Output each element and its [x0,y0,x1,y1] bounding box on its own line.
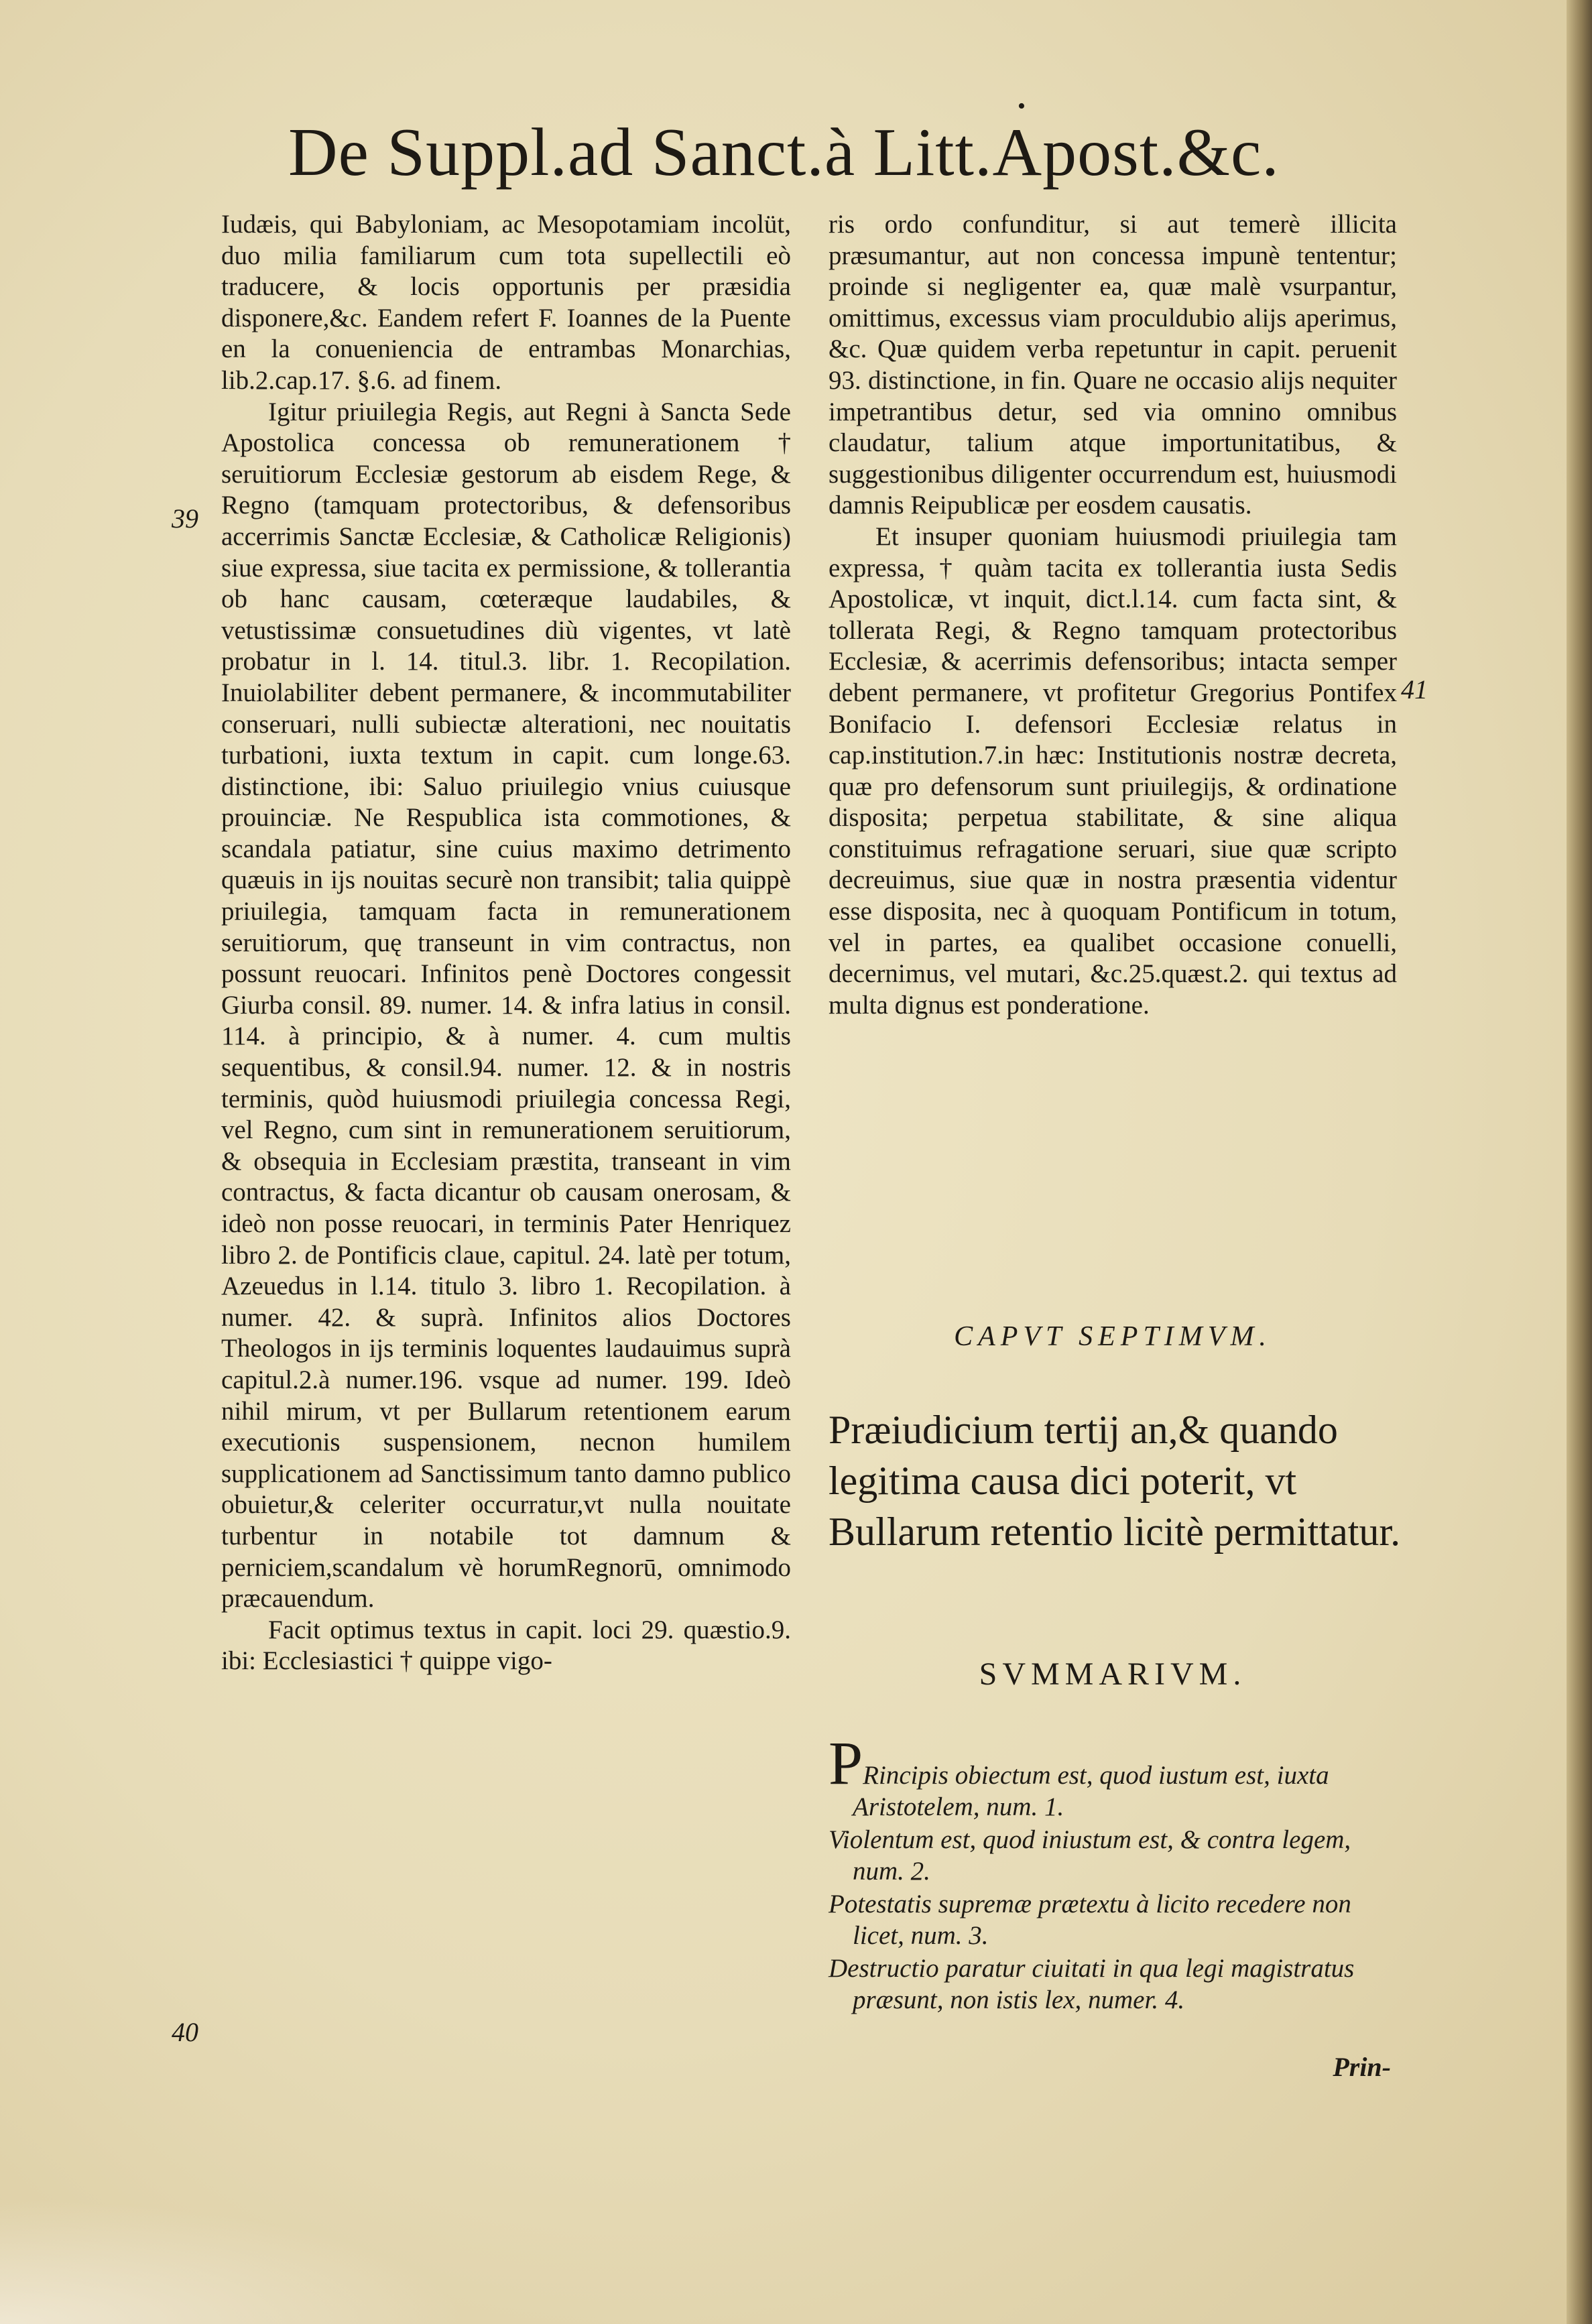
left-column [221,209,791,1677]
page-stain [0,2199,469,2324]
catchword: Prin- [1333,2052,1391,2082]
summary-entry: PRincipis obiectum est, quod iustum est, iuxta Aristotelem, num. 1. [829,1729,1329,1821]
running-title: De Suppl.ad Sanct.à Litt.Apost.&c. [288,115,1280,190]
left-paragraph-2: Igitur priuilegia Regis, aut Regni à Sancta Sede Apostolica concessa ob remunerationem † seruitiorum Ecclesiæ gestorum ab eisdem Rege, & Regno (tamquam protectoribus, & defensoribus accerrimis Sanctæ Ecclesiæ, & Catholicæ Religionis) siue expressa, siue tacita ex permissione, & tollerantia ob hanc causam, cœteræque laudabiles, & vetustissimæ consuetudines diù vigentes, vt latè probatur in l. 14. titul.3. libr. 1. Recopilation. Inuiolabiliter debent permanere, & incommutabiliter conseruari, nulli subiectæ alterationi, nec nouitatis turbationi, iuxta textum in capit. cum longe.63. distinctione, ibi: Saluo priuilegio vnius cuiusque prouinciæ. Ne Respublica ista commotiones, & scandala patiatur, sine cuius maximo detrimento quæuis in ijs nouitas securè non transibit; talia quippè priuilegia, tamquam facta in remunerationem seruitiorum, quę transeunt in vim contractus, non possunt reuocari. Infinitos penè Doctores congessit Giurba consil. 89. numer. 14. & infra latius in consil. 114. à principio, & à numer. 4. cum multis sequentibus, & consil.94. numer. 12. & in nostris terminis, quòd huiusmodi priuilegia concessa Regi, vel Regno, cum sint in remunerationem seruitiorum, & obsequia in Ecclesiam præstita, transeant in vim contractus, & facta dicantur ob causam onerosam, & ideò non posse reuocari, in terminis Pater Henriquez libro 2. de Pontificis claue, capitul. 24. latè per totum, Azeuedus in l.14. titulo 3. libro 1. Recopilation. à numer. 42. & suprà. Infinitos alios Doctores Theologos in ijs terminis loquentes laudauimus suprà capitul.2.à numer.196. vsque ad numer. 199. Ideò nihil mirum, vt per Bullarum retentionem earum executionis suspensionem, necnon humilem supplicationem ad Sanctissimum tanto damno publico obuietur,& celeriter occurratur,vt nulla nouitate turbentur in notabile tot damnum & perniciem,scandalum vè horumRegnorū, omnimodo præcauendum. [221,397,791,1613]
summary-title: SVMMARIVM. [979,1656,1247,1692]
summary-list [829,1729,1397,2017]
right-paragraph-2: Et insuper quoniam huiusmodi priuilegia tam expressa, † quàm tacita ex tollerantia iusta Sedis Apostolicæ, vt inquit, dict.l.14. cum facta sint, & tollerata Regi, & Regno tamquam protectoribus Ecclesiæ, & acerrimis defensoribus; intacta semper debent permanere, vt profitetur Gregorius Pontifex Bonifacio I. defensori Ecclesiæ relatus in cap.institution.7.in hæc: Institutionis nostræ decreta, quæ pro defensorum sunt priuilegijs, & ordinatione disposita; perpetua stabilitate, & sine aliqua constituimus refragatione seruari, siue quæ scripto decreuimus, siue quæ in nostra præsentia videntur esse disposita, nec à quoquam Pontificum in totum, vel in partes, ea qualibet occasione conuelli, decernimus, vel mutari, &c.25.quæst.2. qui textus ad multa dignus est ponderatione. [829,522,1397,1020]
right-paragraph-1: ris ordo confunditur, si aut temerè illicita præsumantur, aut non concessa impunè tententur; proinde si negligenter ea, quæ malè vsurpantur, omittimus, excessus viam proculdubio alijs aperimus, &c. Quæ quidem verba repetuntur in capit. peruenit 93. distinctione, in fin. Quare ne occasio alijs nequiter impetrantibus detur, sed via omnino omnibus claudatur, talium atque importunitatibus, & suggestionibus diligenter occurrendum est, huiusmodi damnis Reipublicæ per eosdem causatis. [829,210,1397,520]
left-paragraph-1: Iudæis, qui Babyloniam, ac Mesopotamiam incolüt, duo milia familiarum cum tota supellectili eò traducere, & locis opportunis per præsidia disponere,&c. Eandem refert F. Ioannes de la Puente en la conueniencia de entrambas Monarchias, lib.2.cap.17. §.6. ad finem. [221,210,791,395]
summary-entry: Destructio paratur ciuitati in qua legi magistratus præsunt, non istis lex, numer. 4. [829,1954,1355,2014]
chapter-label: CAPVT SEPTIMVM. [954,1321,1272,1352]
summary-entry: Violentum est, quod iniustum est, & contra legem, num. 2. [829,1825,1351,1886]
page-edge-shadow [1567,0,1592,2324]
chapter-heading: Præiudicium tertij an,& quando legitima causa dici poterit, vt Bullarum retentio licitè permittatur. [829,1408,1401,1554]
margin-number-39: 39 [172,503,198,534]
right-column [829,209,1397,1021]
margin-number-41: 41 [1401,674,1428,705]
header-dot: • [1018,94,1026,119]
summary-entry: Potestatis supremæ prætextu à licito recedere non licet, num. 3. [829,1890,1351,1950]
left-paragraph-3: Facit optimus textus in capit. loci 29. quæstio.9. ibi: Ecclesiastici † quippe vigo- [221,1615,791,1676]
margin-number-40: 40 [172,2017,198,2047]
